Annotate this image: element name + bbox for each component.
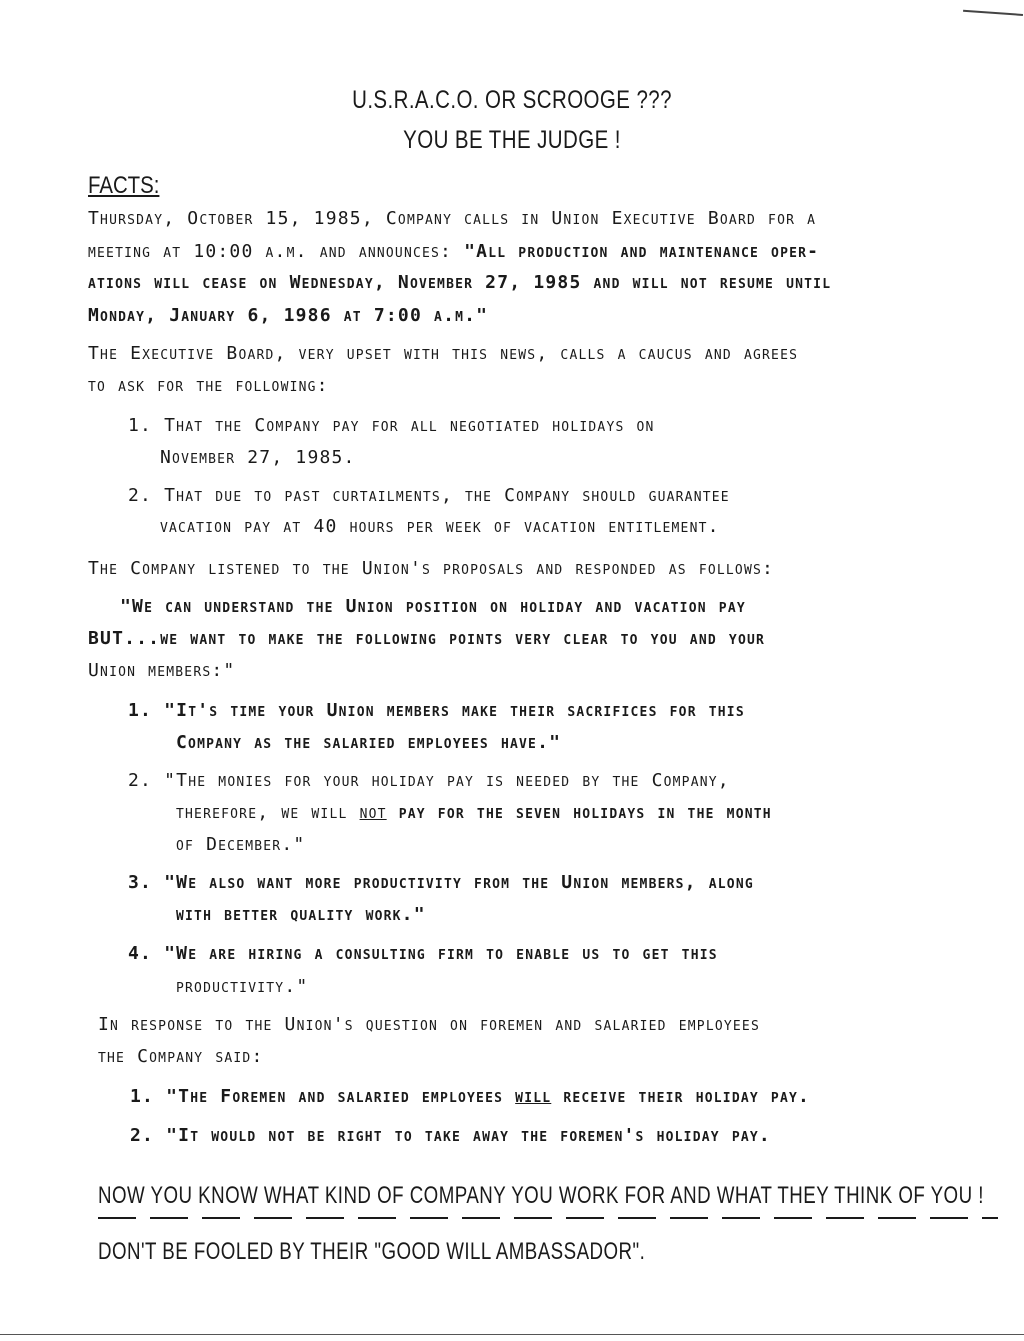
company-point-1: 1. "It's time your Union members make their sacrifices for this <box>128 700 745 721</box>
closing-underline-dashes <box>98 1217 998 1219</box>
para2-line2: to ask for the following: <box>88 375 329 396</box>
page-corner-fold <box>963 0 1024 16</box>
company-point-2-cont: therefore, we will not pay for the seven holidays in the month <box>176 802 772 823</box>
company-point-3-cont: with better quality work." <box>176 904 426 925</box>
not-underlined: not <box>359 802 387 823</box>
company-quote-line2: BUT...we want to make the following points very clear to you and your <box>88 628 766 649</box>
para4-line2: the Company said: <box>98 1046 264 1067</box>
will-underlined: will <box>515 1086 552 1107</box>
closing-line1: NOW YOU KNOW WHAT KIND OF COMPANY YOU WORK FOR AND WHAT THEY THINK OF YOU ! <box>98 1182 984 1209</box>
company-point-1-cont: Company as the salaried employees have." <box>176 732 562 753</box>
para1-line3: ations will cease on Wednesday, November 27, 1985 and will not resume until <box>88 272 832 293</box>
para3-line1: The Company listened to the Union's proposals and responded as follows: <box>88 558 775 579</box>
document-title: U.S.R.A.C.O. OR SCROOGE ??? <box>352 86 672 114</box>
company-quote-line1: "We can understand the Union position on holiday and vacation pay <box>120 596 746 617</box>
union-request-2-cont: vacation pay at 40 hours per week of vacation entitlement. <box>160 516 720 537</box>
foremen-point-2: 2. "It would not be right to take away the foremen's holiday pay. <box>130 1125 771 1146</box>
union-request-1-cont: November 27, 1985. <box>160 447 356 468</box>
page-bottom-edge <box>0 1334 1024 1335</box>
union-request-2: 2. That due to past curtailments, the Company should guarantee <box>128 485 730 506</box>
para1-line2: meeting at 10:00 a.m. and announces: "All production and maintenance oper- <box>88 241 820 262</box>
document-subtitle: YOU BE THE JUDGE ! <box>403 126 621 154</box>
company-point-2-cont2: of December." <box>176 834 306 855</box>
company-point-4-cont: productivity." <box>176 976 309 997</box>
para2-line1: The Executive Board, very upset with this news, calls a caucus and agrees <box>88 343 799 364</box>
company-quote-line3: Union members:" <box>88 660 236 681</box>
para1-line1: Thursday, October 15, 1985, Company calls in Union Executive Board for a <box>88 208 817 229</box>
company-point-2: 2. "The monies for your holiday pay is needed by the Company, <box>128 770 730 791</box>
facts-heading: FACTS: <box>88 172 160 199</box>
para4-line1: In response to the Union's question on foremen and salaried employees <box>98 1014 760 1035</box>
closing-line2: DON'T BE FOOLED BY THEIR "GOOD WILL AMBASSADOR". <box>98 1238 646 1265</box>
company-point-3: 3. "We also want more productivity from the Union members, along <box>128 872 754 893</box>
para1-line4: Monday, January 6, 1986 at 7:00 a.m." <box>88 305 489 326</box>
company-point-4: 4. "We are hiring a consulting firm to enable us to get this <box>128 943 718 964</box>
union-request-1: 1. That the Company pay for all negotiated holidays on <box>128 415 655 436</box>
foremen-point-1: 1. "The Foremen and salaried employees will receive their holiday pay. <box>130 1086 811 1107</box>
